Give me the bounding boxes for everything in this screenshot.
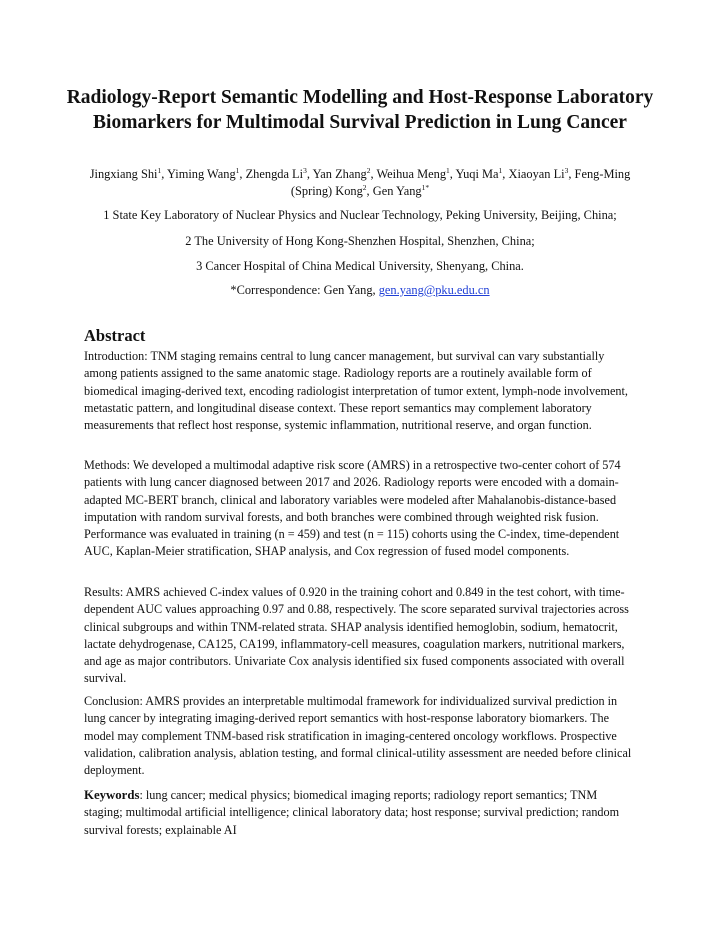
abstract-conclusion: Conclusion: AMRS provides an interpretable multimodal framework for individualized survival prediction in lung cancer by integrating imaging-derived report semantics with host-response laboratory biomarkers. The model may complement TNM-based risk stratification in imaging-centered oncology workflows. Prospective validation, calibration analysis, ablation testing, and formal clinical-utility assessment are needed before clinical deployment. — [84, 694, 632, 777]
author-name-text: Feng-Ming (Spring) Kong — [290, 167, 631, 198]
author-affiliation-marker: 2 — [362, 182, 367, 192]
keywords-text: : lung cancer; medical physics; biomedical imaging reports; radiology report semantics; TNM staging; multimodal artificial intelligence; clinical laboratory data; host response; survival prediction; random survival forests; explainable AI — [84, 788, 620, 837]
author-separator: , — [306, 167, 313, 181]
author-affiliation-marker: 1 — [446, 165, 450, 175]
correspondence-label: *Correspondence: Gen Yang, — [230, 283, 379, 297]
author-separator: , — [239, 167, 246, 181]
author-affiliation-marker: 3 — [564, 165, 569, 175]
author-affiliation-marker: 3 — [303, 165, 307, 175]
author-affiliation-marker: 2 — [366, 165, 371, 175]
author-separator: , — [366, 184, 373, 198]
author-name — [90, 167, 167, 181]
affiliation-3: 3 Cancer Hospital of China Medical University, Shenyang, China. — [196, 259, 524, 273]
paper-title: Radiology-Report Semantic Modelling and Host-Response Laboratory Biomarkers for Multimodal Survival Prediction in Lung Cancer — [66, 87, 654, 133]
author-name — [376, 167, 455, 181]
author-affiliation-marker: 1 — [157, 165, 162, 175]
abstract-introduction: Introduction: TNM staging remains central to lung cancer management, but survival can vary substantially among patients assigned to the same anatomic stage. Radiology reports are a routinely available form of biomedical imaging-derived text, encoding radiologist interpretation of tumor extent, lymph-node involvement, metastatic pattern, and longitudinal disease context. These report semantics may complement laboratory measurements that reflect host response, systemic inflammation, nutritional reserve, and organ function. — [84, 349, 628, 432]
author-name-text: Yiming Wang — [167, 167, 236, 181]
author-name-text: Yuqi Ma — [455, 167, 499, 181]
author-name — [373, 184, 429, 198]
author-list — [84, 166, 636, 200]
author-name-text: Xiaoyan Li — [508, 167, 565, 181]
author-affiliation-marker: 1 — [498, 165, 503, 175]
author-name-text: Weihua Meng — [376, 167, 447, 181]
author-separator: , — [370, 167, 377, 181]
author-separator: , — [449, 167, 456, 181]
author-name — [313, 167, 377, 181]
author-separator: , — [502, 167, 509, 181]
keywords-label: Keywords — [84, 788, 140, 802]
author-separator: , — [568, 167, 575, 181]
affiliation-1: 1 State Key Laboratory of Nuclear Physics and Nuclear Technology, Peking University, Beijing, China; — [103, 208, 617, 222]
author-name-text: Zhengda Li — [245, 167, 304, 181]
author-name-text: Yan Zhang — [312, 167, 367, 181]
author-name — [509, 167, 575, 181]
abstract-methods: Methods: We developed a multimodal adaptive risk score (AMRS) in a retrospective two-center cohort of 574 patients with lung cancer diagnosed between 2017 and 2026. Radiology reports were encoded with a domain-adapted MC-BERT branch, clinical and laboratory variables were modeled after Mahalanobis-distance-based imputation with random survival forests, and both branches were combined through weighted risk fusion. Performance was evaluated in training (n = 459) and test (n = 115) cohorts using the C-index, time-dependent AUC, Kaplan-Meier stratification, SHAP analysis, and Cox regression of fused model components. — [84, 458, 621, 559]
abstract-heading: Abstract — [84, 326, 146, 345]
author-name — [167, 167, 246, 181]
author-name — [456, 167, 509, 181]
abstract-results: Results: AMRS achieved C-index values of 0.920 in the training cohort and 0.849 in the test cohort, with time-dependent AUC values approaching 0.97 and 0.88, respectively. The score separated survival trajectories across clinical subgroups and within TNM-related strata. SHAP analysis identified hemoglobin, sodium, hematocrit, lactate dehydrogenase, CA125, CA199, inflammatory-cell measures, coagulation markers, nutritional markers, and age as major contributors. Univariate Cox analysis identified six fused components associated with overall survival. — [84, 585, 629, 686]
author-name — [246, 167, 313, 181]
correspondence-email-link[interactable]: gen.yang@pku.edu.cn — [378, 283, 490, 297]
author-affiliation-marker: 1 — [235, 165, 240, 175]
keywords-paragraph — [84, 787, 636, 839]
author-name-text: Gen Yang — [372, 184, 422, 198]
author-affiliation-marker: 1* — [421, 182, 430, 192]
affiliation-2: 2 The University of Hong Kong-Shenzhen Hospital, Shenzhen, China; — [185, 234, 535, 248]
author-separator: , — [161, 167, 167, 181]
correspondence-line — [60, 282, 660, 298]
author-name-text: Jingxiang Shi — [89, 167, 158, 181]
